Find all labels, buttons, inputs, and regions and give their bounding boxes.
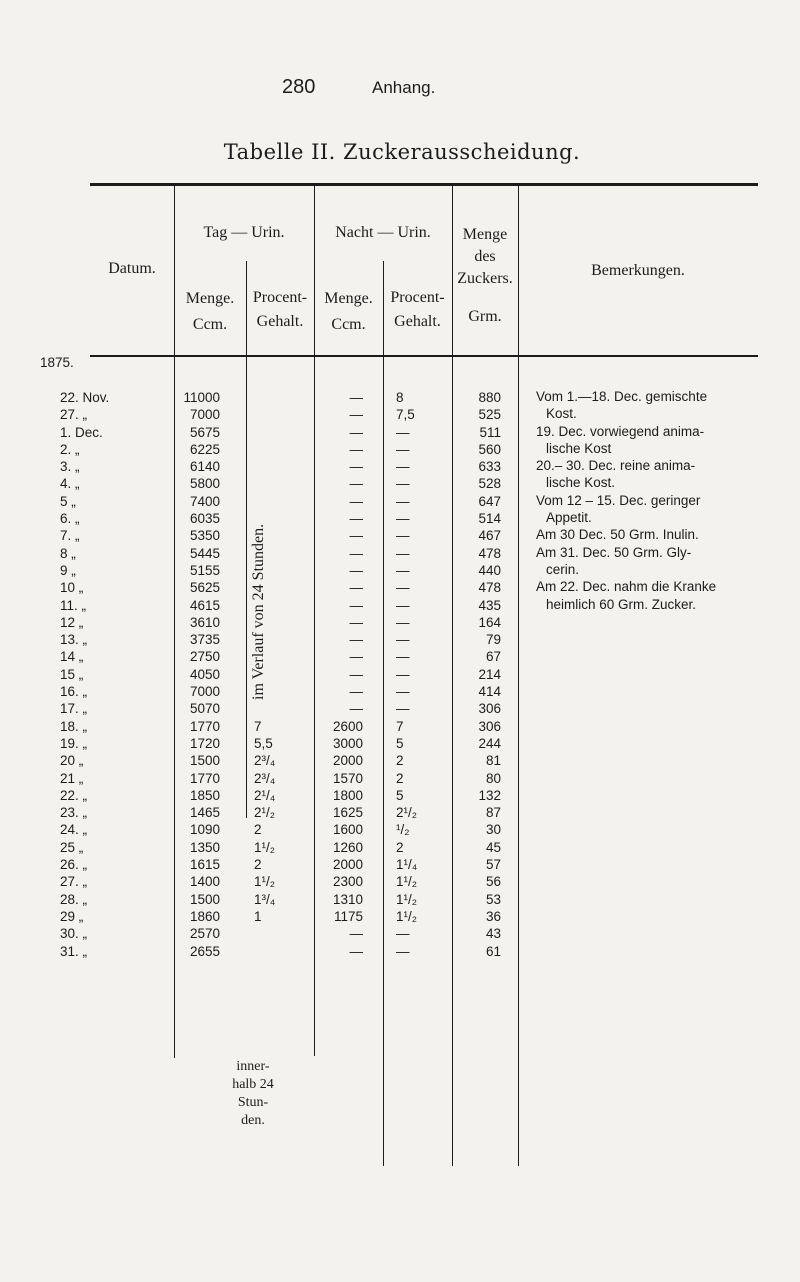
- cell-nacht-menge: 2300: [332, 874, 363, 890]
- column-tag-menge: [176, 389, 220, 960]
- cell-tag-menge: 5800: [189, 476, 220, 492]
- cell-zucker: 56: [485, 874, 501, 890]
- cell-tag-menge: 1500: [189, 753, 220, 769]
- cell-tag-menge: 5350: [189, 528, 220, 544]
- cell-nacht-procent: —: [396, 511, 410, 527]
- cell-nacht-procent: 1¹/₂: [396, 874, 417, 890]
- cell-nacht-menge: —: [349, 943, 363, 959]
- cell-datum: 26. „: [60, 857, 88, 873]
- cell-zucker: 478: [478, 580, 501, 596]
- cell-nacht-menge: —: [349, 684, 363, 700]
- cell-datum: 30. „: [60, 926, 88, 942]
- cell-datum: 13. „: [60, 632, 88, 648]
- cell-tag-menge: 1350: [189, 839, 220, 855]
- cell-datum: 1. Dec.: [60, 424, 103, 440]
- cell-tag-procent: [254, 424, 310, 441]
- bottom-note-line: den.: [241, 1113, 265, 1128]
- cell-nacht-menge: —: [349, 926, 363, 942]
- header-menge-des-zuckers: Menge des Zuckers. Grm.: [457, 226, 513, 325]
- cell-tag-procent: [254, 943, 310, 960]
- cell-datum: 31. „: [60, 943, 88, 959]
- cell-nacht-procent: 1¹/₂: [396, 908, 417, 924]
- cell-zucker: 36: [485, 908, 501, 924]
- cell-datum: 22. Nov.: [60, 390, 110, 405]
- cell-datum: 7. „: [60, 528, 80, 544]
- cell-datum: 17. „: [60, 701, 88, 717]
- cell-tag-procent: 1¹/₂: [254, 839, 275, 855]
- cell-nacht-menge: —: [349, 407, 363, 423]
- remark-line: Am 22. Dec. nahm die Kranke: [536, 579, 717, 595]
- cell-nacht-procent: —: [396, 441, 410, 457]
- header-rule: [90, 355, 758, 357]
- cell-tag-menge: 11000: [183, 390, 220, 405]
- cell-zucker: 647: [478, 493, 501, 509]
- cell-datum: 27. „: [60, 874, 88, 890]
- cell-nacht-procent: 2¹/₂: [396, 805, 417, 821]
- cell-nacht-procent: —: [396, 528, 410, 544]
- cell-datum: 24. „: [60, 822, 88, 838]
- cell-zucker: 67: [485, 649, 501, 665]
- cell-nacht-menge: —: [349, 701, 363, 717]
- col-divider-nacht: [452, 186, 453, 1166]
- cell-nacht-menge: —: [349, 649, 363, 665]
- running-title: Anhang.: [372, 78, 436, 97]
- cell-tag-procent: [254, 493, 310, 510]
- cell-tag-menge: 5675: [189, 424, 220, 440]
- cell-zucker: 511: [479, 424, 501, 440]
- remark-line: heimlich 60 Grm. Zucker.: [546, 596, 697, 612]
- cell-tag-menge: 6140: [189, 459, 220, 475]
- cell-nacht-menge: 2600: [332, 718, 363, 734]
- cell-tag-menge: 5445: [189, 545, 220, 561]
- remark-line: cerin.: [546, 561, 580, 577]
- top-rule: [90, 183, 758, 186]
- cell-zucker: 244: [478, 735, 501, 751]
- cell-nacht-procent: —: [396, 424, 410, 440]
- cell-nacht-menge: —: [349, 493, 363, 509]
- cell-datum: 16. „: [60, 684, 88, 700]
- cell-nacht-menge: 1625: [332, 805, 363, 821]
- cell-tag-procent: 7: [254, 718, 262, 734]
- cell-nacht-procent: —: [396, 545, 410, 561]
- cell-tag-procent: 2¹/₂: [254, 805, 275, 821]
- cell-datum: 10 „: [60, 580, 84, 596]
- cell-zucker: 30: [485, 822, 501, 838]
- cell-datum: 27. „: [60, 407, 88, 423]
- cell-nacht-menge: 1175: [333, 908, 363, 924]
- cell-datum: 15 „: [60, 666, 84, 682]
- cell-nacht-menge: 1600: [332, 822, 363, 838]
- cell-datum: 11. „: [60, 597, 87, 613]
- cell-tag-procent: [254, 406, 310, 423]
- cell-nacht-procent: ¹/₂: [396, 822, 410, 838]
- cell-tag-procent: 1¹/₂: [254, 874, 275, 890]
- cell-tag-procent: [254, 475, 310, 492]
- remark-line: 19. Dec. vorwiegend anima-: [536, 423, 705, 439]
- column-datum: [60, 389, 174, 960]
- header-tag-urin: Tag — Urin.: [203, 224, 285, 241]
- header-tag-procent: Procent- Gehalt.: [252, 289, 308, 330]
- cell-nacht-menge: 1800: [332, 787, 363, 803]
- cell-tag-menge: 7000: [189, 684, 220, 700]
- cell-nacht-procent: —: [396, 493, 410, 509]
- cell-tag-procent: 2¹/₄: [254, 787, 276, 803]
- cell-tag-menge: 3735: [189, 632, 220, 648]
- header-nacht-menge: Menge. Ccm.: [324, 290, 373, 333]
- cell-nacht-procent: —: [396, 597, 410, 613]
- cell-tag-procent: [254, 441, 310, 458]
- cell-nacht-menge: —: [349, 441, 363, 457]
- cell-tag-procent: [254, 458, 310, 475]
- cell-tag-procent: 2: [254, 857, 262, 873]
- cell-zucker: 87: [485, 805, 501, 821]
- cell-zucker: 880: [478, 390, 501, 405]
- cell-tag-menge: 1720: [189, 735, 220, 751]
- cell-nacht-procent: —: [396, 649, 410, 665]
- cell-nacht-procent: —: [396, 562, 410, 578]
- header-nacht-urin: Nacht — Urin.: [335, 224, 431, 241]
- col-divider-zucker: [518, 186, 519, 1166]
- cell-zucker: 61: [485, 943, 501, 959]
- cell-nacht-procent: 8: [396, 390, 404, 405]
- cell-tag-menge: 4050: [189, 666, 220, 682]
- cell-nacht-procent: 7: [396, 718, 404, 734]
- cell-tag-menge: 3610: [189, 614, 220, 630]
- cell-datum: 22. „: [60, 787, 88, 803]
- cell-tag-menge: 2655: [189, 943, 220, 959]
- cell-nacht-menge: —: [349, 476, 363, 492]
- remark-line: Vom 1.—18. Dec. gemischte: [536, 389, 708, 404]
- bottom-note: [218, 1058, 288, 1130]
- cell-datum: 23. „: [60, 805, 88, 821]
- cell-datum: 19. „: [60, 735, 88, 751]
- cell-datum: 21 „: [60, 770, 84, 786]
- cell-nacht-menge: —: [349, 580, 363, 596]
- cell-zucker: 43: [485, 926, 501, 942]
- cell-nacht-procent: —: [396, 632, 410, 648]
- bottom-note-line: halb 24: [232, 1077, 274, 1092]
- cell-zucker: 79: [485, 632, 501, 648]
- cell-tag-procent: [254, 925, 310, 942]
- cell-tag-menge: 6225: [189, 441, 220, 457]
- cell-zucker: 525: [478, 407, 501, 423]
- cell-nacht-menge: 2000: [332, 857, 363, 873]
- cell-nacht-menge: 1310: [332, 891, 363, 907]
- vertical-note: im Verlauf von 24 Stunden.: [250, 523, 267, 700]
- cell-tag-procent: 2³/₄: [254, 770, 276, 786]
- cell-datum: 2. „: [60, 441, 80, 457]
- cell-nacht-menge: —: [349, 666, 363, 682]
- cell-tag-procent: 5,5: [254, 735, 273, 751]
- cell-nacht-menge: 1260: [332, 839, 363, 855]
- cell-nacht-menge: 3000: [332, 735, 363, 751]
- col-divider-tag-inner: [246, 261, 247, 818]
- cell-tag-menge: 7000: [189, 407, 220, 423]
- cell-nacht-procent: —: [396, 476, 410, 492]
- table-title: Tabelle II. Zuckerausscheidung.: [223, 140, 581, 164]
- header-bemerkungen: Bemerkungen.: [591, 262, 685, 279]
- cell-tag-menge: 5625: [189, 580, 220, 596]
- cell-nacht-procent: —: [396, 580, 410, 596]
- cell-nacht-menge: —: [349, 511, 363, 527]
- cell-datum: 25 „: [60, 839, 84, 855]
- cell-datum: 3. „: [60, 459, 80, 475]
- cell-nacht-menge: —: [349, 545, 363, 561]
- cell-tag-menge: 1615: [189, 857, 220, 873]
- cell-zucker: 633: [478, 459, 501, 475]
- cell-nacht-menge: —: [349, 390, 363, 405]
- cell-zucker: 528: [478, 476, 501, 492]
- cell-tag-menge: 1770: [189, 770, 220, 786]
- cell-tag-menge: 4615: [189, 597, 220, 613]
- cell-nacht-procent: 7,5: [396, 407, 415, 423]
- year-label: 1875.: [40, 355, 74, 370]
- cell-datum: 29 „: [60, 908, 84, 924]
- bottom-note-line: Stun-: [237, 1095, 269, 1110]
- remark-line: Kost.: [546, 406, 577, 422]
- column-zucker: [456, 389, 501, 960]
- cell-nacht-menge: —: [349, 614, 363, 630]
- cell-zucker: 53: [485, 891, 501, 907]
- cell-tag-procent: 2³/₄: [254, 753, 276, 769]
- cell-zucker: 478: [478, 545, 501, 561]
- cell-zucker: 81: [485, 753, 501, 769]
- page-number: 280: [282, 76, 316, 98]
- header-nacht-procent: Procent- Gehalt.: [390, 289, 445, 330]
- column-nacht-procent: [396, 389, 448, 960]
- cell-nacht-menge: —: [349, 632, 363, 648]
- remarks-column: [536, 388, 776, 613]
- cell-nacht-menge: —: [349, 528, 363, 544]
- cell-nacht-procent: —: [396, 701, 410, 717]
- cell-nacht-procent: 2: [396, 753, 404, 769]
- cell-nacht-procent: —: [396, 666, 410, 682]
- cell-zucker: 306: [478, 718, 501, 734]
- cell-datum: 9 „: [60, 562, 76, 578]
- cell-zucker: 132: [478, 787, 501, 803]
- cell-nacht-menge: 2000: [332, 753, 363, 769]
- cell-zucker: 57: [485, 857, 501, 873]
- cell-nacht-menge: —: [349, 597, 363, 613]
- cell-nacht-procent: 1¹/₂: [396, 891, 417, 907]
- cell-nacht-procent: —: [396, 943, 410, 959]
- cell-nacht-procent: —: [396, 459, 410, 475]
- cell-tag-menge: 1850: [189, 787, 220, 803]
- cell-zucker: 560: [478, 441, 501, 457]
- bottom-note-line: inner-: [236, 1059, 270, 1074]
- header-datum: Datum.: [108, 260, 156, 277]
- header-tag-menge: Menge. Ccm.: [185, 290, 235, 333]
- remark-line: 20.– 30. Dec. reine anima-: [536, 458, 696, 474]
- remark-line: lische Kost: [546, 440, 612, 456]
- cell-tag-procent: 1³/₄: [254, 891, 276, 907]
- cell-datum: 20 „: [60, 753, 84, 769]
- cell-datum: 6. „: [60, 511, 80, 527]
- cell-tag-menge: 7400: [189, 493, 220, 509]
- cell-tag-menge: 1500: [189, 891, 220, 907]
- cell-datum: 28. „: [60, 891, 88, 907]
- cell-zucker: 45: [485, 839, 501, 855]
- remark-line: Am 30 Dec. 50 Grm. Inulin.: [536, 527, 699, 543]
- cell-zucker: 435: [478, 597, 501, 613]
- cell-nacht-menge: —: [349, 562, 363, 578]
- cell-nacht-procent: —: [396, 684, 410, 700]
- cell-tag-menge: 5070: [189, 701, 220, 717]
- cell-zucker: 514: [478, 511, 501, 527]
- cell-nacht-menge: —: [349, 459, 363, 475]
- cell-zucker: 80: [485, 770, 501, 786]
- remark-line: Vom 12 – 15. Dec. geringer: [536, 492, 701, 508]
- column-nacht-menge: [316, 389, 363, 960]
- cell-zucker: 414: [478, 684, 501, 700]
- cell-zucker: 306: [478, 701, 501, 717]
- cell-tag-menge: 6035: [189, 511, 220, 527]
- cell-tag-procent: [254, 700, 310, 717]
- cell-nacht-procent: 1¹/₄: [396, 857, 418, 873]
- cell-zucker: 467: [478, 528, 501, 544]
- cell-tag-procent: 2: [254, 822, 262, 838]
- col-divider-nacht-inner: [383, 261, 384, 1166]
- cell-datum: 8 „: [60, 545, 76, 561]
- cell-tag-procent: 1: [254, 908, 262, 924]
- cell-nacht-procent: —: [396, 614, 410, 630]
- cell-nacht-menge: —: [349, 424, 363, 440]
- cell-datum: 4. „: [60, 476, 80, 492]
- cell-nacht-procent: 5: [396, 787, 404, 803]
- cell-tag-menge: 2750: [189, 649, 220, 665]
- cell-nacht-procent: 2: [396, 839, 404, 855]
- cell-tag-menge: 1090: [189, 822, 220, 838]
- cell-tag-menge: 2570: [189, 926, 220, 942]
- remark-line: lische Kost.: [546, 475, 616, 491]
- cell-nacht-procent: 5: [396, 735, 404, 751]
- cell-tag-menge: 5155: [189, 562, 220, 578]
- cell-nacht-menge: 1570: [332, 770, 363, 786]
- cell-tag-menge: 1770: [189, 718, 220, 734]
- cell-tag-menge: 1860: [189, 908, 220, 924]
- cell-datum: 14 „: [60, 649, 84, 665]
- cell-datum: 5 „: [60, 493, 76, 509]
- cell-tag-menge: 1400: [189, 874, 220, 890]
- cell-nacht-procent: 2: [396, 770, 404, 786]
- cell-datum: 12 „: [60, 614, 84, 630]
- cell-zucker: 164: [478, 614, 501, 630]
- remark-line: Am 31. Dec. 50 Grm. Gly-: [536, 544, 692, 560]
- cell-datum: 18. „: [60, 718, 88, 734]
- cell-nacht-procent: —: [396, 926, 410, 942]
- remark-line: Appetit.: [546, 510, 592, 526]
- cell-zucker: 440: [478, 562, 501, 578]
- cell-tag-menge: 1465: [189, 805, 220, 821]
- cell-zucker: 214: [478, 666, 501, 682]
- cell-tag-procent: [254, 389, 310, 406]
